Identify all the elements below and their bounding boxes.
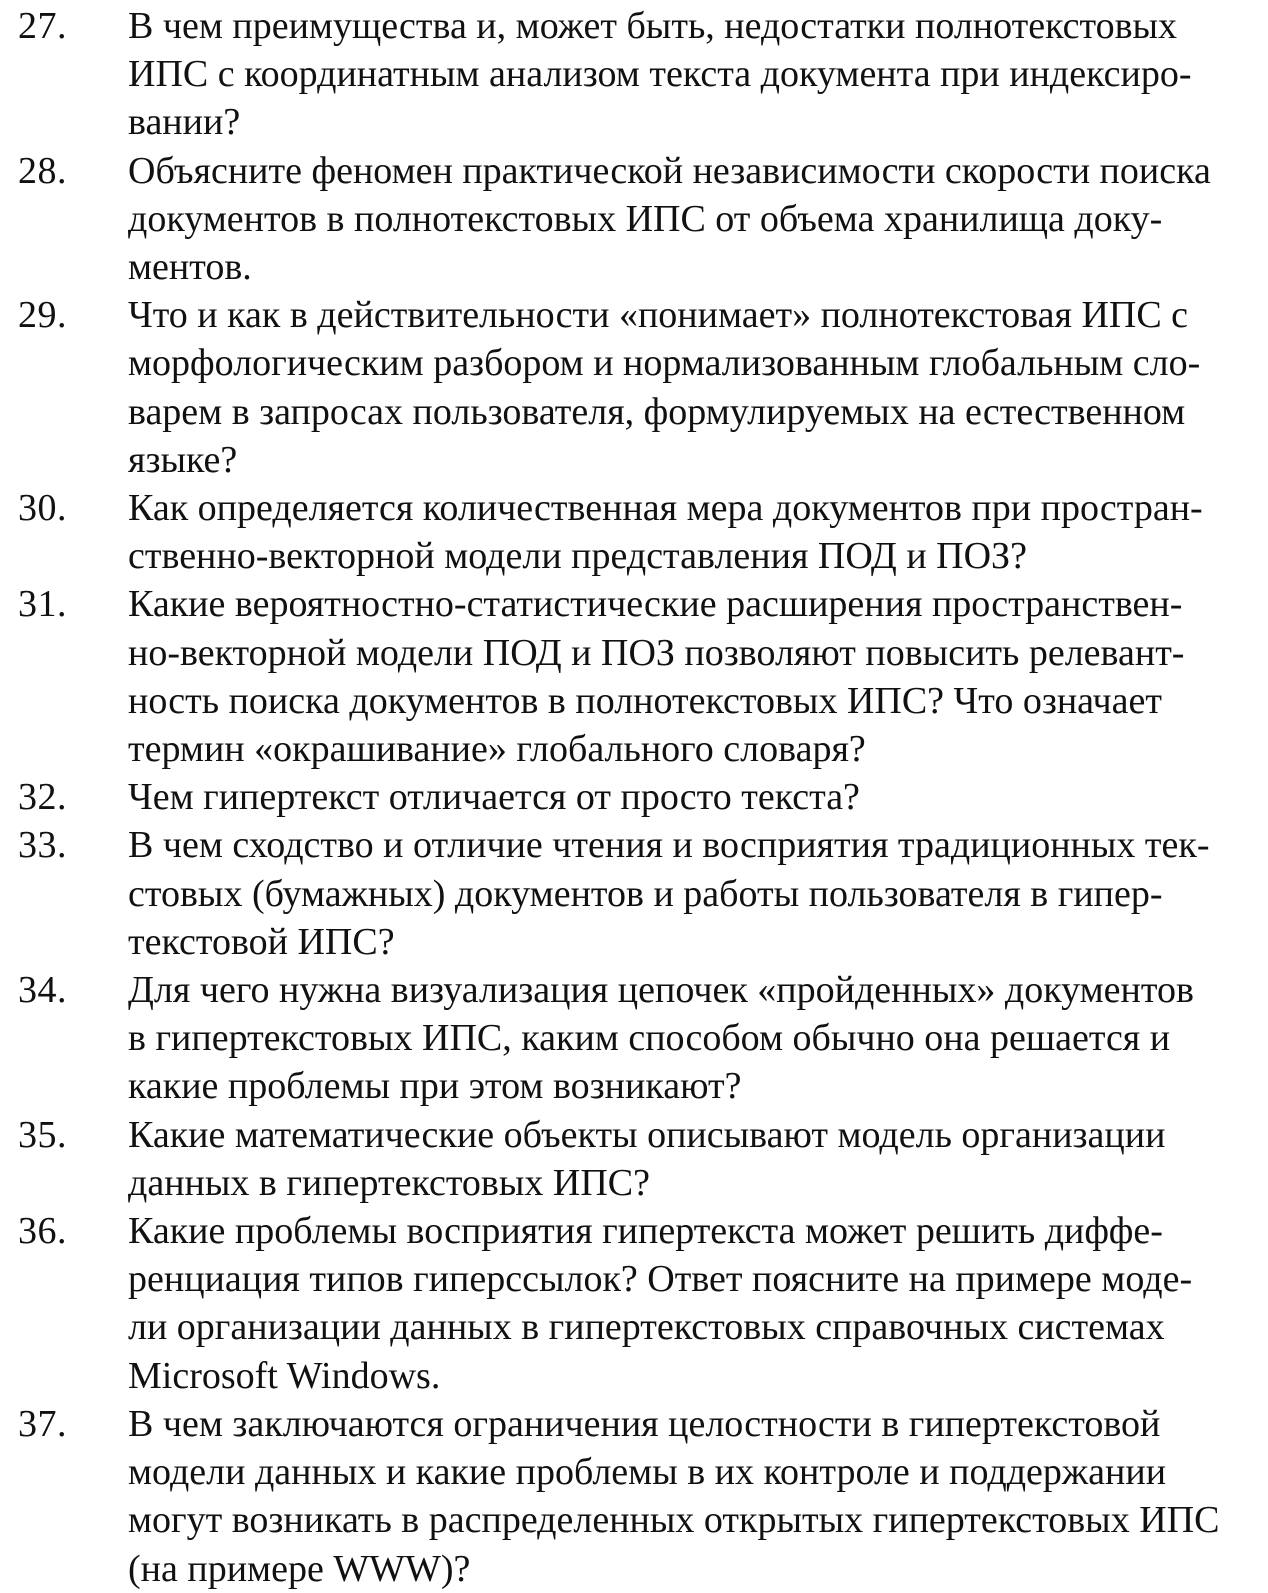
question-number: 28. <box>18 149 67 192</box>
question-item <box>18 147 1244 292</box>
question-number: 36. <box>18 1210 67 1253</box>
question-text: Какие математические объекты описывают модель организации данных в гипертекстовых ИПС? <box>128 1113 1166 1204</box>
question-number: 27. <box>18 5 67 47</box>
question-item <box>18 1207 1244 1400</box>
question-number: 33. <box>18 824 67 867</box>
question-text: Для чего нужна визуализация цепочек «пройденных» документов в гипертекстовых ИПС, каким способом обычно она решается и какие проблемы при этом возникают? <box>128 969 1194 1108</box>
question-text: Объясните феномен практической независимости скорости поиска документов в полнотекстовых ИПС от объема хранилища доку- ментов. <box>128 149 1211 289</box>
question-text: В чем преимущества и, может быть, недостатки полнотекстовых ИПС с координатным анализом текста документа при индексиро- вании? <box>128 5 1192 144</box>
question-text: Какие проблемы восприятия гипертекста может решить диффе- ренциация типов гиперссылок? Ответ поясните на примере моде- ли организации данных в гипертекстовых справочных системах Microsoft Windows. <box>128 1210 1193 1397</box>
question-item <box>18 966 1244 1111</box>
question-item <box>18 580 1244 773</box>
question-text: Чем гипертекст отличается от просто текста? <box>128 776 860 819</box>
question-number: 35. <box>18 1113 67 1156</box>
question-item <box>18 291 1244 484</box>
question-item <box>18 484 1244 580</box>
question-item <box>18 821 1244 966</box>
question-list <box>18 2 1244 1593</box>
question-text: В чем сходство и отличие чтения и восприятия традиционных тек- стовых (бумажных) документов и работы пользователя в гипер- текстовой ИПС? <box>128 824 1210 963</box>
question-text: Что и как в действительности «понимает» полнотекстовая ИПС с морфологическим разбором и нормализованным глобальным сло- варем в запросах пользователя, формулируемых на естественном языке? <box>128 294 1201 481</box>
question-number: 30. <box>18 487 67 530</box>
question-number: 32. <box>18 776 67 819</box>
question-text: Как определяется количественная мера документов при простран- ственно-векторной модели представления ПОД и ПОЗ? <box>128 487 1203 578</box>
question-number: 34. <box>18 969 67 1012</box>
question-item <box>18 1400 1244 1593</box>
question-text: Какие вероятностно-статистические расширения пространствен- но-векторной модели ПОД и ПОЗ позволяют повысить релевант- ность поиска документов в полнотекстовых ИПС? Что означает термин «окрашивание» глобального словаря? <box>128 583 1185 771</box>
question-item <box>18 1111 1244 1207</box>
question-text: В чем заключаются ограничения целостности в гипертекстовой модели данных и какие проблемы в их контроле и поддержании могут возникать в распределенных открытых гипертекстовых ИПС (на примере WWW)? <box>128 1402 1220 1590</box>
question-number: 29. <box>18 294 67 337</box>
question-number: 37. <box>18 1402 67 1445</box>
question-item <box>18 773 1244 821</box>
question-number: 31. <box>18 583 67 626</box>
question-item <box>18 2 1244 147</box>
